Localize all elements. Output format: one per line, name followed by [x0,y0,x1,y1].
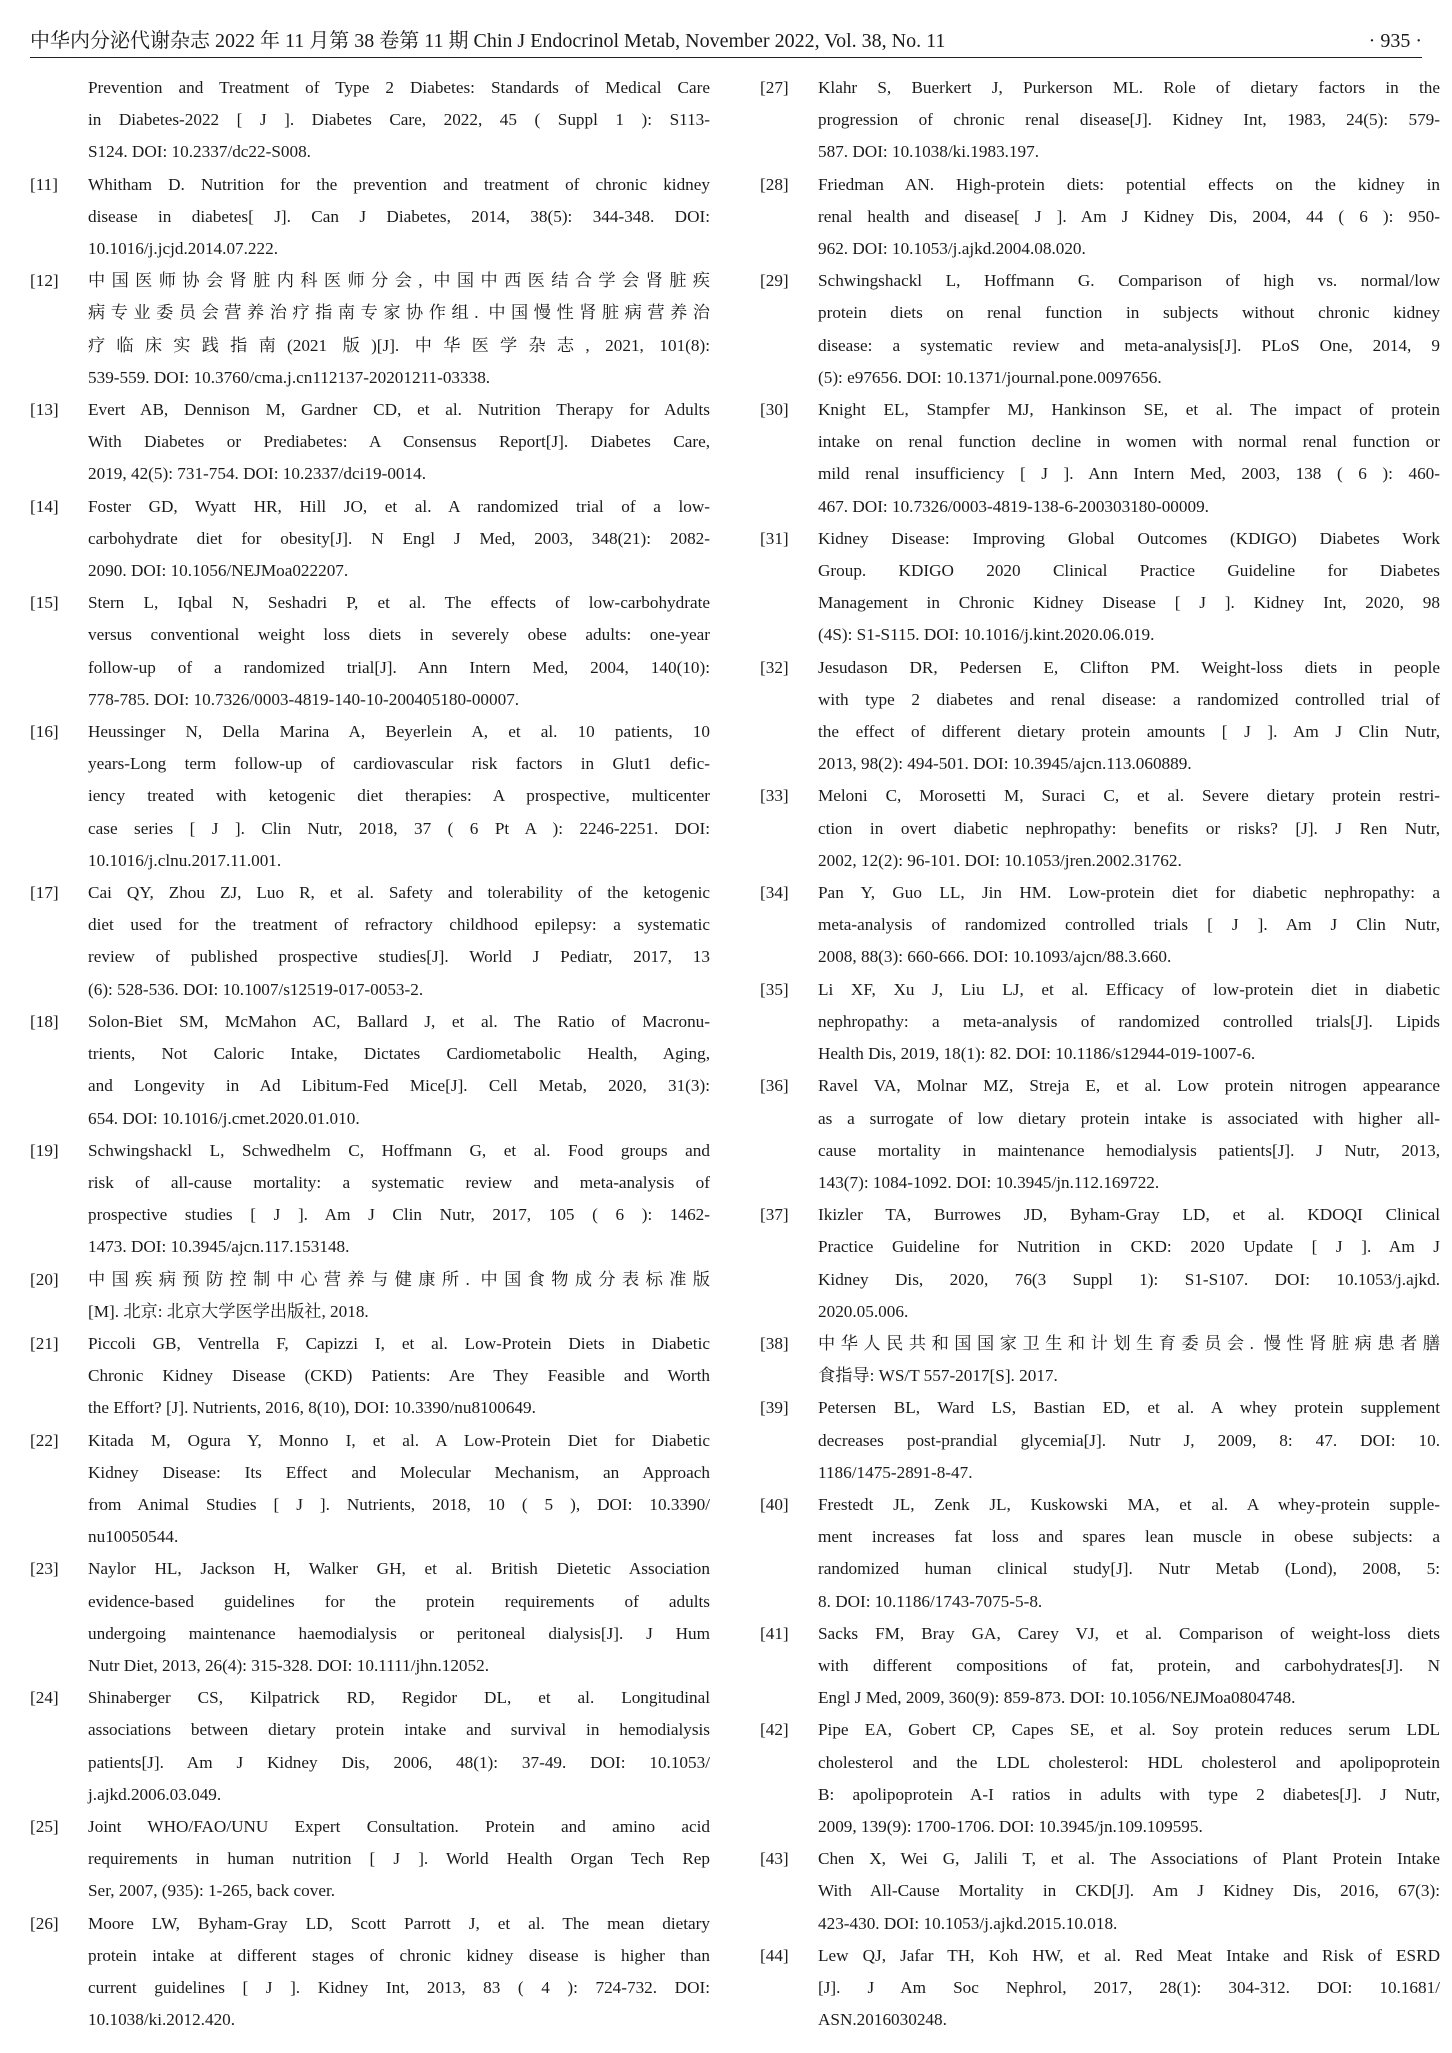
reference-entry [760,265,1440,394]
reference-line: [30] Knight EL, Stampfer MJ, Hankinson SE, et al. The impact of protein [760,394,1440,426]
reference-number: [29] [760,271,789,291]
reference-number: [23] [30,1559,59,1579]
reference-line: ction in overt diabetic nephropathy: benefits or risks? [J]. J Ren Nutr, [818,818,1440,838]
reference-line: Group. KDIGO 2020 Clinical Practice Guideline for Diabetes [818,561,1440,581]
page-number: · 935 · [1368,30,1422,52]
reference-line: intake on renal function decline in women with normal renal function or [818,432,1440,452]
reference-number: [19] [30,1140,59,1160]
reference-column-right [760,72,1440,2036]
reference-line: from Animal Studies [ J ]. Nutrients, 2018, 10 ( 5 ), DOI: 10.3390/ [88,1494,710,1514]
reference-line: [40] Frestedt JL, Zenk JL, Kuskowski MA, et al. A whey-protein supple- [760,1489,1440,1521]
reference-line: Chronic Kidney Disease (CKD) Patients: Are They Feasible and Worth [88,1366,710,1386]
reference-line: Engl J Med, 2009, 360(9): 859-873. DOI: 10.1056/NEJMoa0804748. [818,1688,1296,1708]
reference-number: [25] [30,1816,59,1836]
reference-number: [16] [30,722,59,742]
reference-number: [20] [30,1269,59,1289]
reference-line: [J]. J Am Soc Nephrol, 2017, 28(1): 304-312. DOI: 10.1681/ [818,1977,1440,1997]
reference-entry [760,877,1440,974]
reference-line: [31] Kidney Disease: Improving Global Outcomes (KDIGO) Diabetes Work [760,523,1440,555]
reference-line: patients[J]. Am J Kidney Dis, 2006, 48(1): 37-49. DOI: 10.1053/ [88,1752,710,1772]
reference-line: cause mortality in maintenance hemodialysis patients[J]. J Nutr, 2013, [818,1140,1440,1160]
reference-line: [21] Piccoli GB, Ventrella F, Capizzi I, et al. Low-Protein Diets in Diabetic [30,1328,710,1360]
reference-entry [30,1135,710,1264]
reference-line: [23] Naylor HL, Jackson H, Walker GH, et al. British Dietetic Association [30,1553,710,1585]
reference-entry [760,1070,1440,1199]
reference-number: [41] [760,1623,789,1643]
reference-line: [19] Schwingshackl L, Schwedhelm C, Hoffmann G, et al. Food groups and [30,1135,710,1167]
reference-line: case series [ J ]. Clin Nutr, 2018, 37 ( 6 Pt A ): 2246-2251. DOI: [88,818,710,838]
reference-line: protein diets on renal function in subjects without chronic kidney [818,303,1440,323]
reference-number: [37] [760,1205,789,1225]
reference-line: [12] 中国医师协会肾脏内科医师分会, 中国中西医结合学会肾脏疾 [30,265,710,297]
reference-line: diet used for the treatment of refractory childhood epilepsy: a systematic [88,915,710,935]
reference-line: [41] Sacks FM, Bray GA, Carey VJ, et al. Comparison of weight-loss diets [760,1618,1440,1650]
header-rule [30,57,1422,58]
reference-line: 423-430. DOI: 10.1053/j.ajkd.2015.10.018. [818,1913,1118,1933]
reference-line: 2002, 12(2): 96-101. DOI: 10.1053/jren.2002.31762. [818,850,1182,870]
reference-entry [30,1264,710,1328]
reference-line: 2013, 98(2): 494-501. DOI: 10.3945/ajcn.113.060889. [818,754,1192,774]
reference-entry [30,1908,710,2037]
reference-line: 10.1038/ki.2012.420. [88,2010,236,2030]
reference-entry [760,1199,1440,1328]
reference-line: [18] Solon-Biet SM, McMahon AC, Ballard J, et al. The Ratio of Macronu- [30,1006,710,1038]
reference-entry [760,1714,1440,1843]
reference-number: [38] [760,1333,789,1353]
reference-entry [30,1425,710,1554]
reference-line: in Diabetes-2022 [ J ]. Diabetes Care, 2022, 45 ( Suppl 1 ): S113- [88,110,710,130]
reference-number: [17] [30,883,59,903]
reference-entry [760,1618,1440,1715]
reference-entry [30,877,710,1006]
reference-line: Ser, 2007, (935): 1-265, back cover. [88,1881,336,1901]
reference-number: [42] [760,1720,789,1740]
reference-line: 654. DOI: 10.1016/j.cmet.2020.01.010. [88,1108,360,1128]
reference-number: [43] [760,1849,789,1869]
reference-entry [760,169,1440,266]
reference-line: [34] Pan Y, Guo LL, Jin HM. Low-protein diet for diabetic nephropathy: a [760,877,1440,909]
reference-number: [18] [30,1011,59,1031]
reference-line: Kidney Dis, 2020, 76(3 Suppl 1): S1-S107. DOI: 10.1053/j.ajkd. [818,1269,1440,1289]
reference-entry [760,1489,1440,1618]
reference-number: [15] [30,593,59,613]
reference-line: 2090. DOI: 10.1056/NEJMoa022207. [88,561,349,581]
reference-line: undergoing maintenance haemodialysis or peritoneal dialysis[J]. J Hum [88,1623,710,1643]
reference-line: 1473. DOI: 10.3945/ajcn.117.153148. [88,1237,350,1257]
reference-line: [11] Whitham D. Nutrition for the prevention and treatment of chronic kidney [30,169,710,201]
reference-line: [28] Friedman AN. High-protein diets: potential effects on the kidney in [760,169,1440,201]
reference-line: the Effort? [J]. Nutrients, 2016, 8(10), DOI: 10.3390/nu8100649. [88,1398,536,1418]
reference-line: as a surrogate of low dietary protein intake is associated with higher all- [818,1108,1440,1128]
reference-line: prospective studies [ J ]. Am J Clin Nutr, 2017, 105 ( 6 ): 1462- [88,1205,710,1225]
reference-line: protein intake at different stages of chronic kidney disease is higher than [88,1945,710,1965]
reference-line: 2019, 42(5): 731-754. DOI: 10.2337/dci19-0014. [88,464,426,484]
reference-entry [30,265,710,394]
reference-line: [36] Ravel VA, Molnar MZ, Streja E, et al. Low protein nitrogen appearance [760,1070,1440,1102]
reference-entry [30,394,710,491]
reference-line: With Diabetes or Prediabetes: A Consensus Report[J]. Diabetes Care, [88,432,710,452]
reference-entry [760,394,1440,523]
reference-line: [24] Shinaberger CS, Kilpatrick RD, Regidor DL, et al. Longitudinal [30,1682,710,1714]
reference-line: [33] Meloni C, Morosetti M, Suraci C, et al. Severe dietary protein restri- [760,780,1440,812]
reference-number: [24] [30,1688,59,1708]
reference-line: [22] Kitada M, Ogura Y, Monno I, et al. A Low-Protein Diet for Diabetic [30,1425,710,1457]
reference-line: the effect of different dietary protein amounts [ J ]. Am J Clin Nutr, [818,722,1440,742]
reference-line: S124. DOI: 10.2337/dc22-S008. [88,142,311,162]
reference-number: [22] [30,1430,59,1450]
reference-entry [760,1328,1440,1392]
reference-entry [760,974,1440,1071]
reference-entry [760,652,1440,781]
reference-line: risk of all-cause mortality: a systematic review and meta-analysis of [88,1172,710,1192]
reference-line: renal health and disease[ J ]. Am J Kidney Dis, 2004, 44 ( 6 ): 950- [818,206,1440,226]
reference-entry [30,491,710,588]
reference-number: [13] [30,400,59,420]
reference-line: [13] Evert AB, Dennison M, Gardner CD, et al. Nutrition Therapy for Adults [30,394,710,426]
reference-number: [31] [760,528,789,548]
reference-line: Kidney Disease: Its Effect and Molecular Mechanism, an Approach [88,1462,710,1482]
reference-line: [15] Stern L, Iqbal N, Seshadri P, et al. The effects of low-carbohydrate [30,587,710,619]
reference-line: Nutr Diet, 2013, 26(4): 315-328. DOI: 10.1111/jhn.12052. [88,1655,490,1675]
reference-number: [34] [760,883,789,903]
reference-line: 2020.05.006. [818,1301,909,1321]
reference-line: [35] Li XF, Xu J, Liu LJ, et al. Efficacy of low-protein diet in diabetic [760,974,1440,1006]
reference-line: evidence-based guidelines for the protein requirements of adults [88,1591,710,1611]
reference-entry [30,716,710,877]
reference-line: Practice Guideline for Nutrition in CKD: 2020 Update [ J ]. Am J [818,1237,1440,1257]
reference-entry [760,1940,1440,2037]
reference-number: [14] [30,496,59,516]
reference-entry [760,523,1440,652]
reference-line: mild renal insufficiency [ J ]. Ann Intern Med, 2003, 138 ( 6 ): 460- [818,464,1440,484]
reference-line: 食指导: WS/T 557-2017[S]. 2017. [818,1366,1058,1386]
reference-entry [30,72,710,169]
reference-number: [44] [760,1945,789,1965]
reference-line: 2008, 88(3): 660-666. DOI: 10.1093/ajcn/88.3.660. [818,947,1172,967]
reference-line: [44] Lew QJ, Jafar TH, Koh HW, et al. Red Meat Intake and Risk of ESRD [760,1940,1440,1972]
reference-line: current guidelines [ J ]. Kidney Int, 2013, 83 ( 4 ): 724-732. DOI: [88,1977,710,1997]
reference-line: randomized human clinical study[J]. Nutr Metab (Lond), 2008, 5: [818,1559,1440,1579]
running-header [30,26,1422,56]
reference-number: [33] [760,786,789,806]
reference-line: nu10050544. [88,1527,179,1547]
reference-line: disease in diabetes[ J]. Can J Diabetes, 2014, 38(5): 344-348. DOI: [88,206,710,226]
reference-line: [43] Chen X, Wei G, Jalili T, et al. The Associations of Plant Protein Intake [760,1843,1440,1875]
reference-line: 1186/1475-2891-8-47. [818,1462,973,1482]
reference-line: (6): 528-536. DOI: 10.1007/s12519-017-0053-2. [88,979,424,999]
reference-line: iency treated with ketogenic diet therapies: A prospective, multicenter [88,786,710,806]
reference-line: 539-559. DOI: 10.3760/cma.j.cn112137-20201211-03338. [88,367,491,387]
reference-line: [26] Moore LW, Byham-Gray LD, Scott Parrott J, et al. The mean dietary [30,1908,710,1940]
reference-entry [30,1682,710,1811]
reference-line: carbohydrate diet for obesity[J]. N Engl J Med, 2003, 348(21): 2082- [88,528,710,548]
reference-line: [29] Schwingshackl L, Hoffmann G. Comparison of high vs. normal/low [760,265,1440,297]
reference-line: progression of chronic renal disease[J]. Kidney Int, 1983, 24(5): 579- [818,110,1440,130]
reference-line: [25] Joint WHO/FAO/UNU Expert Consultation. Protein and amino acid [30,1811,710,1843]
reference-line: Prevention and Treatment of Type 2 Diabetes: Standards of Medical Care [88,78,710,97]
reference-line: review of published prospective studies[J]. World J Pediatr, 2017, 13 [88,947,710,967]
reference-line: trients, Not Caloric Intake, Dictates Cardiometabolic Health, Aging, [88,1044,710,1064]
reference-line: with type 2 diabetes and renal disease: a randomized controlled trial of [818,689,1440,709]
reference-line: [39] Petersen BL, Ward LS, Bastian ED, et al. A whey protein supplement [760,1392,1440,1424]
reference-line: [16] Heussinger N, Della Marina A, Beyerlein A, et al. 10 patients, 10 [30,716,710,748]
reference-line: [32] Jesudason DR, Pedersen E, Clifton PM. Weight-loss diets in people [760,652,1440,684]
reference-line: (4S): S1-S115. DOI: 10.1016/j.kint.2020.06.019. [818,625,1155,645]
reference-entry [30,1006,710,1135]
reference-line: Management in Chronic Kidney Disease [ J ]. Kidney Int, 2020, 98 [818,593,1440,613]
reference-line: meta-analysis of randomized controlled trials [ J ]. Am J Clin Nutr, [818,915,1440,935]
reference-number: [27] [760,78,789,97]
reference-line: [M]. 北京: 北京大学医学出版社, 2018. [88,1301,369,1321]
reference-line: [38] 中华人民共和国国家卫生和计划生育委员会. 慢性肾脏病患者膳 [760,1328,1440,1360]
reference-line: nephropathy: a meta-analysis of randomized controlled trials[J]. Lipids [818,1011,1440,1031]
reference-number: [28] [760,174,789,194]
reference-line: disease: a systematic review and meta-analysis[J]. PLoS One, 2014, 9 [818,335,1440,355]
reference-number: [12] [30,271,59,291]
reference-entry [760,1392,1440,1489]
reference-number: [11] [30,174,58,194]
reference-number: [30] [760,400,789,420]
reference-line: follow-up of a randomized trial[J]. Ann Intern Med, 2004, 140(10): [88,657,710,677]
reference-line: [17] Cai QY, Zhou ZJ, Luo R, et al. Safety and tolerability of the ketogenic [30,877,710,909]
reference-line: [27] Klahr S, Buerkert J, Purkerson ML. Role of dietary factors in the [760,72,1440,104]
reference-number: [26] [30,1913,59,1933]
reference-line: versus conventional weight loss diets in severely obese adults: one-year [88,625,710,645]
reference-line: requirements in human nutrition [ J ]. World Health Organ Tech Rep [88,1849,710,1869]
reference-line: [37] Ikizler TA, Burrowes JD, Byham-Gray LD, et al. KDOQI Clinical [760,1199,1440,1231]
reference-entry [760,780,1440,877]
reference-line: years-Long term follow-up of cardiovascular risk factors in Glut1 defic- [88,754,710,774]
reference-line: [14] Foster GD, Wyatt HR, Hill JO, et al. A randomized trial of a low- [30,491,710,523]
reference-column-left [30,72,710,2036]
reference-entry [30,587,710,716]
running-header-title: 中华内分泌代谢杂志 2022 年 11 月第 38 卷第 11 期 Chin J Endocrinol Metab, November 2022, Vol. 38, No. 11 [30,30,946,52]
reference-line: cholesterol and the LDL cholesterol: HDL cholesterol and apolipoprotein [818,1752,1440,1772]
reference-entry [30,1328,710,1425]
reference-line: [42] Pipe EA, Gobert CP, Capes SE, et al. Soy protein reduces serum LDL [760,1714,1440,1746]
reference-line: With All-Cause Mortality in CKD[J]. Am J Kidney Dis, 2016, 67(3): [818,1881,1440,1901]
reference-line: decreases post-prandial glycemia[J]. Nutr J, 2009, 8: 47. DOI: 10. [818,1430,1440,1450]
reference-entry [30,1553,710,1682]
reference-line: 疗临床实践指南(2021 版)[J]. 中华医学杂志, 2021, 101(8): [88,335,710,355]
reference-line: 143(7): 1084-1092. DOI: 10.3945/jn.112.169722. [818,1172,1160,1192]
reference-line: ASN.2016030248. [818,2010,947,2030]
reference-line: with different compositions of fat, protein, and carbohydrates[J]. N [818,1655,1440,1675]
reference-number: [40] [760,1494,789,1514]
reference-number: [39] [760,1398,789,1418]
reference-number: [21] [30,1333,59,1353]
reference-line: 2009, 139(9): 1700-1706. DOI: 10.3945/jn.109.109595. [818,1816,1203,1836]
reference-line: 10.1016/j.jcjd.2014.07.222. [88,239,279,259]
reference-entry [30,169,710,266]
reference-line: and Longevity in Ad Libitum-Fed Mice[J]. Cell Metab, 2020, 31(3): [88,1076,710,1096]
reference-entry [30,1811,710,1908]
reference-number: [35] [760,979,789,999]
reference-line: B: apolipoprotein A-I ratios in adults with type 2 diabetes[J]. J Nutr, [818,1784,1440,1804]
reference-line: associations between dietary protein intake and survival in hemodialysis [88,1720,710,1740]
reference-line: ment increases fat loss and spares lean muscle in obese subjects: a [818,1527,1440,1547]
reference-line: j.ajkd.2006.03.049. [88,1784,222,1804]
reference-line: 病专业委员会营养治疗指南专家协作组. 中国慢性肾脏病营养治 [88,303,710,323]
reference-line: 962. DOI: 10.1053/j.ajkd.2004.08.020. [818,239,1086,259]
reference-number: [36] [760,1076,789,1096]
reference-line: (5): e97656. DOI: 10.1371/journal.pone.0097656. [818,367,1162,387]
reference-entry [760,1843,1440,1940]
reference-line: 8. DOI: 10.1186/1743-7075-5-8. [818,1591,1043,1611]
reference-line: 10.1016/j.clnu.2017.11.001. [88,850,282,870]
reference-line: Health Dis, 2019, 18(1): 82. DOI: 10.1186/s12944-019-1007-6. [818,1044,1256,1064]
reference-line: 467. DOI: 10.7326/0003-4819-138-6-200303180-00009. [818,496,1209,516]
reference-line: [20] 中国疾病预防控制中心营养与健康所. 中国食物成分表标准版 [30,1264,710,1296]
reference-number: [32] [760,657,789,677]
reference-entry [760,72,1440,169]
reference-line: 587. DOI: 10.1038/ki.1983.197. [818,142,1040,162]
reference-line: 778-785. DOI: 10.7326/0003-4819-140-10-200405180-00007. [88,689,520,709]
